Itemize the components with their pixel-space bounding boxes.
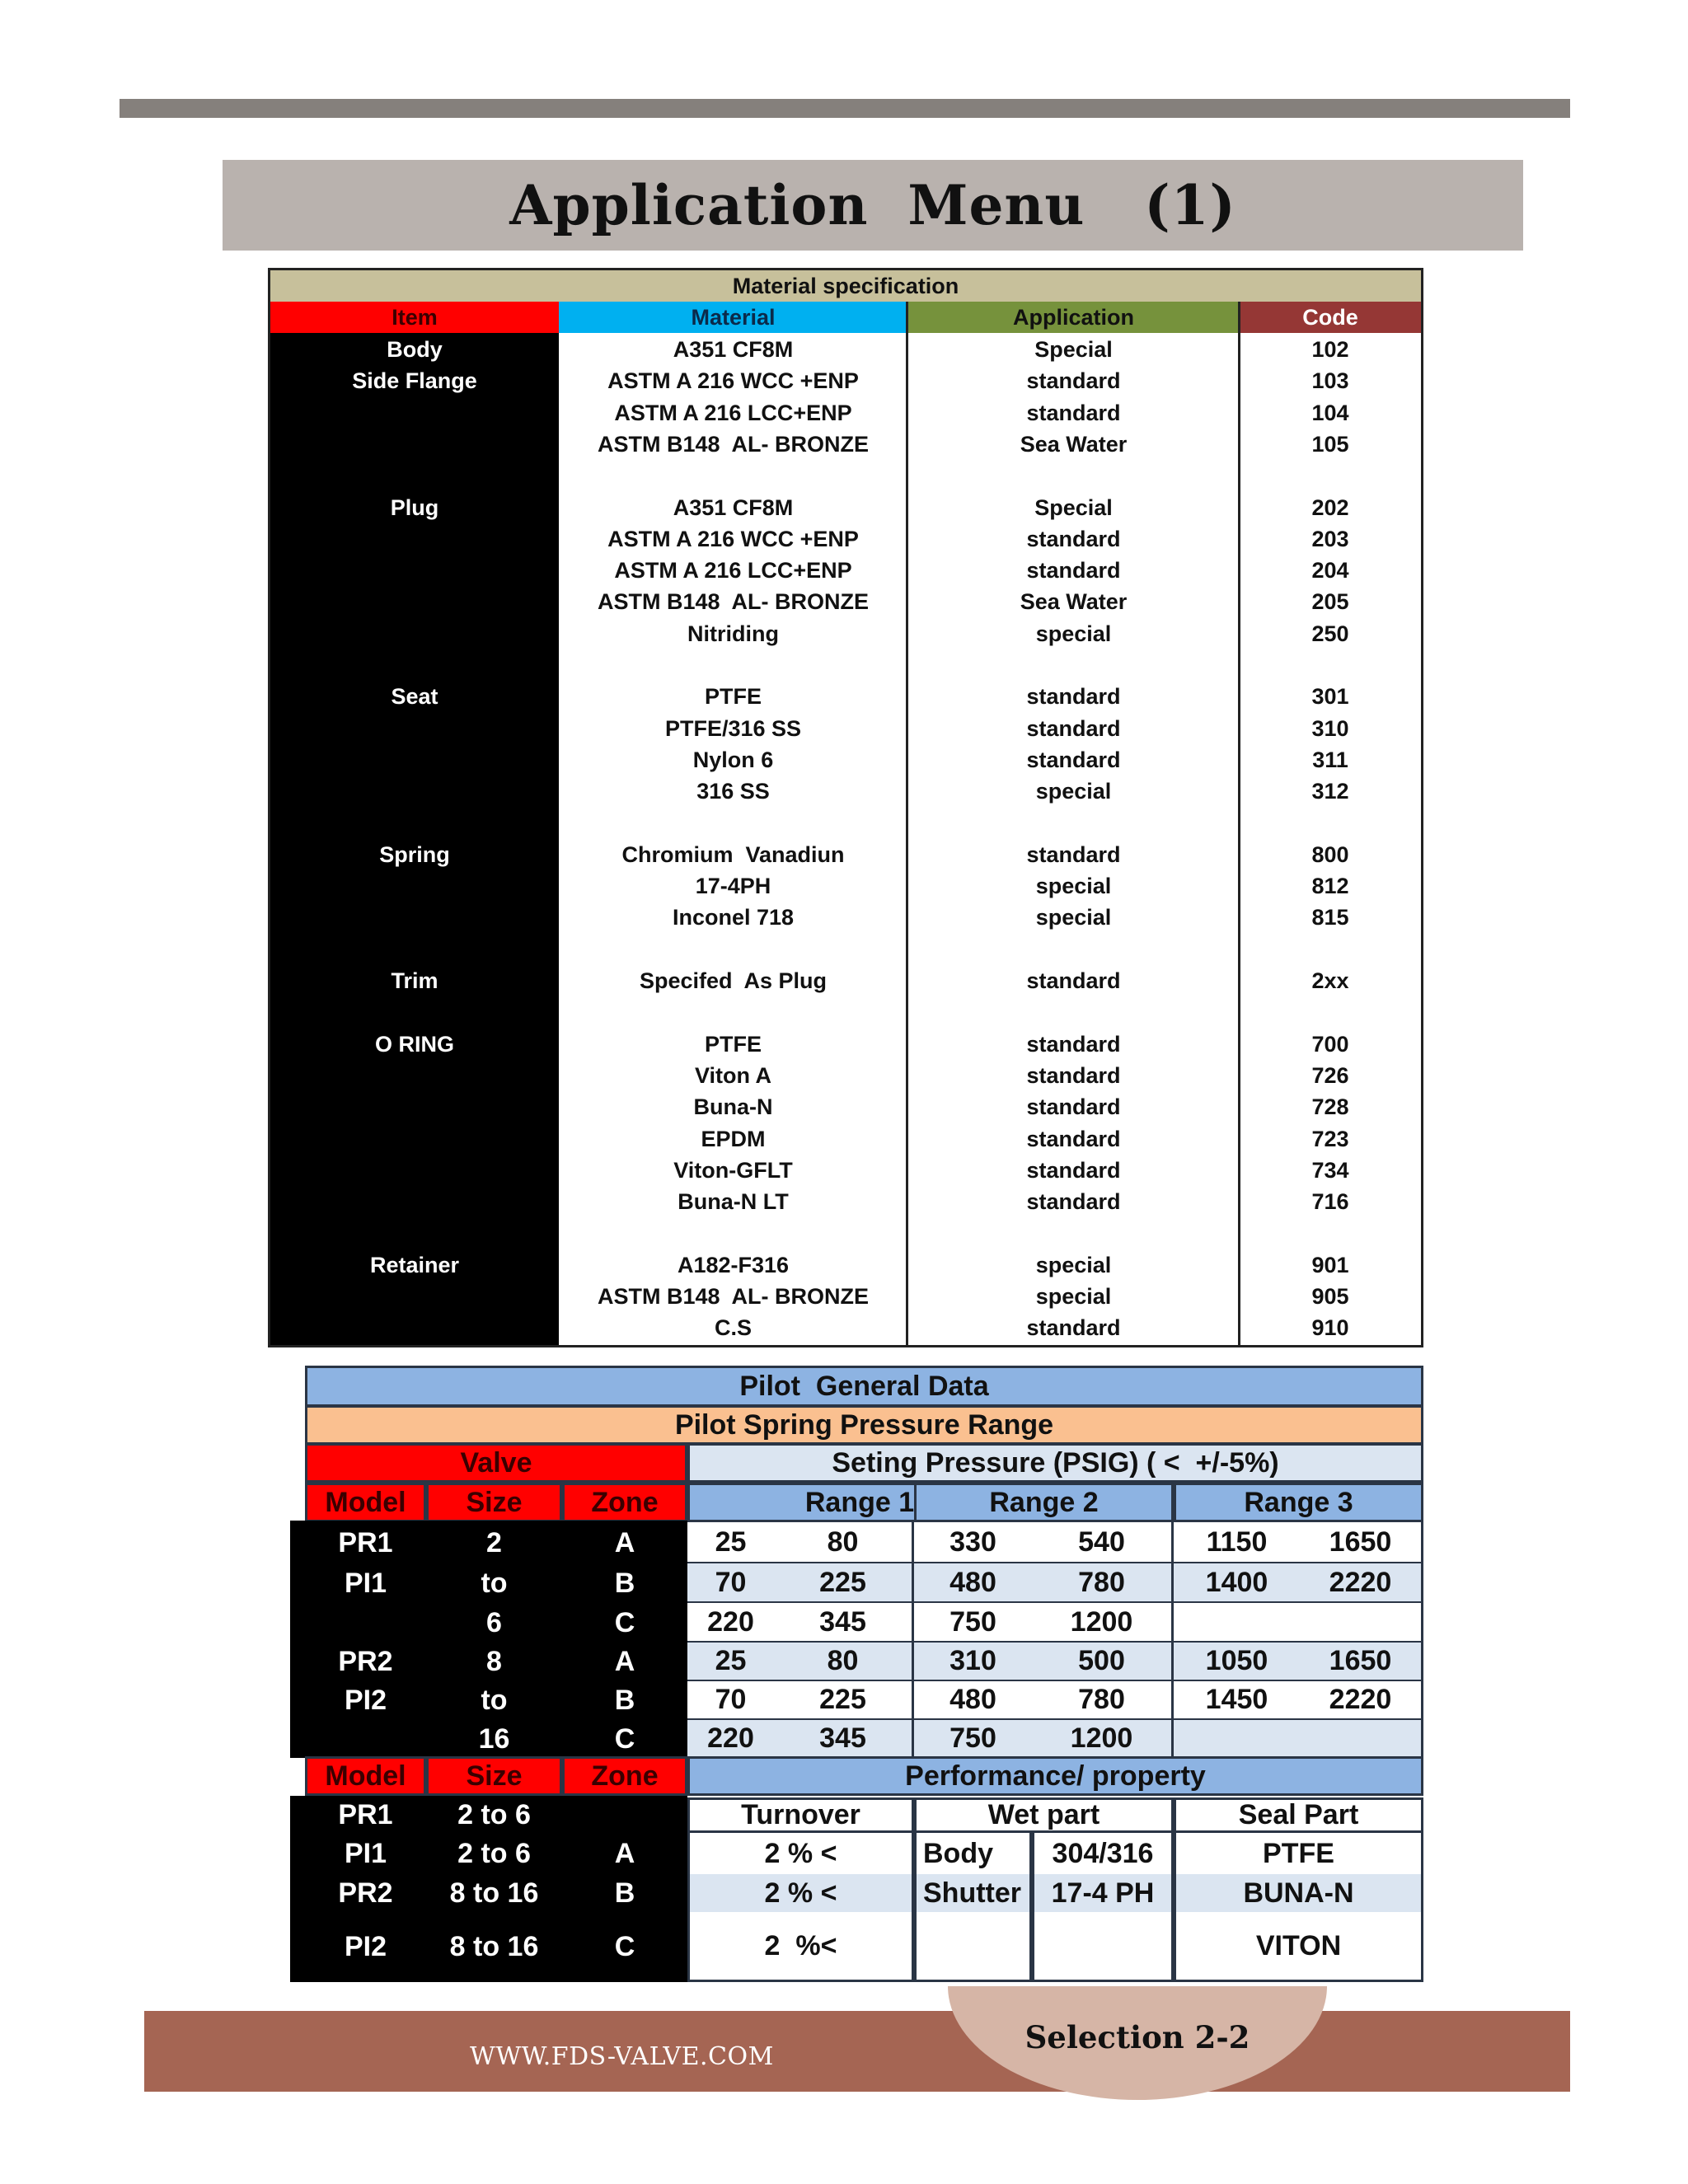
material-row-item xyxy=(270,808,559,839)
material-row-code: 2xx xyxy=(1311,968,1349,993)
pressure-value: 25 xyxy=(687,1522,774,1563)
material-row-code: 104 xyxy=(1311,400,1349,425)
material-row-code xyxy=(1240,808,1421,839)
pressure-row-zone: A xyxy=(614,1526,635,1558)
material-row-item xyxy=(270,902,559,933)
setting-pressure-label: Seting Pressure (PSIG) ( < +/-5%) xyxy=(687,1443,1423,1483)
material-row-code: 815 xyxy=(1311,905,1349,930)
material-row-application xyxy=(907,996,1240,1028)
material-specification-table xyxy=(268,268,1423,1347)
pressure-value: 220 xyxy=(687,1720,774,1758)
material-row-material: Buna-N LT xyxy=(678,1189,789,1215)
header-code: Code xyxy=(1240,302,1421,333)
material-row-application: standard xyxy=(1026,1157,1121,1183)
material-row-material: ASTM B148 AL- BRONZE xyxy=(597,431,870,457)
pressure-row-size: 16 xyxy=(478,1722,510,1755)
material-row-application xyxy=(907,1217,1240,1249)
material-row-item xyxy=(270,744,559,776)
pressure-row-model xyxy=(305,1603,426,1643)
perf-row-model: PI2 xyxy=(344,1931,387,1962)
header-application: Application xyxy=(907,302,1240,333)
material-row-application: special xyxy=(1035,1284,1112,1309)
material-row-material xyxy=(559,808,907,839)
material-row-code xyxy=(1240,934,1421,965)
material-row-material: PTFE xyxy=(704,1031,762,1057)
material-row-code: 250 xyxy=(1311,621,1349,646)
material-row-material: ASTM A 216 LCC+ENP xyxy=(614,558,852,583)
pressure-row-size: 2 xyxy=(486,1526,502,1558)
material-row-item xyxy=(270,649,559,681)
seal-part-value: BUNA-N xyxy=(1174,1874,1423,1912)
material-row-code: 310 xyxy=(1311,715,1349,741)
page-title: Application Menu (1) xyxy=(509,173,1236,237)
material-row-code: 311 xyxy=(1312,747,1348,772)
pressure-row-model xyxy=(305,1720,426,1758)
perf-row-zone: C xyxy=(614,1931,635,1962)
material-row-item xyxy=(270,429,559,460)
material-row-item xyxy=(270,996,559,1028)
material-row-material: ASTM B148 AL- BRONZE xyxy=(597,1284,870,1309)
material-row-item xyxy=(270,1091,559,1122)
top-rule xyxy=(120,99,1570,118)
pressure-row-zone: C xyxy=(614,1606,635,1638)
pressure-value: 345 xyxy=(774,1720,914,1758)
material-row-item xyxy=(270,1281,559,1312)
material-row-material: C.S xyxy=(714,1315,752,1341)
material-row-material: A182-F316 xyxy=(677,1252,790,1277)
perf-row-size: 8 to 16 xyxy=(449,1931,539,1962)
material-row-code: 800 xyxy=(1311,841,1349,867)
material-row-material: ASTM A 216 WCC +ENP xyxy=(607,526,859,551)
material-row-material: Chromium Vanadiun xyxy=(621,841,845,867)
material-row-item: Retainer xyxy=(369,1252,460,1277)
header-zone: Zone xyxy=(562,1756,687,1796)
material-row-material: Nylon 6 xyxy=(692,747,774,772)
material-row-item xyxy=(270,1186,559,1217)
material-row-code xyxy=(1240,460,1421,491)
perf-row-model: PR1 xyxy=(338,1799,393,1830)
pressure-value: 780 xyxy=(1032,1681,1174,1720)
material-row-material xyxy=(559,934,907,965)
material-row-application: Special xyxy=(1034,494,1113,520)
header-model: Model xyxy=(305,1756,426,1796)
material-row-code: 205 xyxy=(1311,589,1349,615)
material-row-material: PTFE xyxy=(704,684,762,710)
pressure-row-size: 8 xyxy=(486,1646,502,1677)
pressure-value: 80 xyxy=(774,1522,914,1563)
material-table-caption: Material specification xyxy=(270,270,1421,302)
material-row-item xyxy=(270,1123,559,1155)
pressure-value: 80 xyxy=(774,1643,914,1681)
valve-label: Valve xyxy=(305,1443,687,1483)
perf-row-zone: A xyxy=(614,1837,635,1869)
pressure-row-model: PI1 xyxy=(344,1567,387,1599)
material-row-application: standard xyxy=(1026,558,1121,583)
material-row-code: 103 xyxy=(1311,368,1349,394)
material-row-application: standard xyxy=(1026,1062,1121,1088)
material-row-code: 723 xyxy=(1311,1126,1349,1151)
header-model: Model xyxy=(305,1483,426,1522)
material-row-material: 316 SS xyxy=(696,779,770,804)
material-row-item xyxy=(270,586,559,617)
perf-row-model: PR2 xyxy=(338,1877,393,1909)
material-row-material: 17-4PH xyxy=(695,874,771,899)
material-row-item xyxy=(270,523,559,555)
material-row-material xyxy=(559,649,907,681)
material-row-code: 905 xyxy=(1311,1284,1349,1309)
material-row-application xyxy=(907,460,1240,491)
turnover-value: 2 % < xyxy=(687,1874,914,1912)
material-row-material: A351 CF8M xyxy=(673,337,794,362)
pressure-row-model: PR2 xyxy=(338,1646,393,1677)
wet-part-material: 17-4 PH xyxy=(1032,1874,1174,1912)
pressure-value: 540 xyxy=(1032,1522,1174,1563)
material-row-item xyxy=(270,1312,559,1343)
perf-row-model: PI1 xyxy=(344,1837,387,1869)
turnover-value: 2 %< xyxy=(687,1912,914,1982)
material-row-application: special xyxy=(1035,1252,1112,1277)
material-row-application: standard xyxy=(1026,841,1121,867)
perf-row-zone xyxy=(562,1797,687,1833)
pressure-value: 225 xyxy=(774,1563,914,1603)
pressure-value xyxy=(1300,1720,1423,1758)
pressure-value: 780 xyxy=(1032,1563,1174,1603)
performance-label: Performance/ property xyxy=(687,1756,1423,1796)
header-zone: Zone xyxy=(562,1483,687,1522)
material-row-item: Trim xyxy=(391,968,438,993)
range-1-header: Range 1 xyxy=(687,1483,1032,1522)
pressure-value: 480 xyxy=(914,1563,1032,1603)
material-row-item xyxy=(270,1217,559,1249)
material-row-item xyxy=(270,397,559,429)
wet-part-name: Body xyxy=(914,1833,1032,1874)
pilot-subtitle: Pilot Spring Pressure Range xyxy=(305,1405,1423,1445)
material-row-material: Viton-GFLT xyxy=(673,1157,793,1183)
pressure-value: 70 xyxy=(687,1681,774,1720)
material-row-material: Viton A xyxy=(695,1062,771,1088)
wet-part-material xyxy=(1032,1912,1174,1982)
material-row-material: ASTM B148 AL- BRONZE xyxy=(597,589,870,615)
material-row-application: special xyxy=(1035,621,1112,646)
pressure-row-size: to xyxy=(481,1685,508,1716)
pressure-value: 345 xyxy=(774,1603,914,1643)
pressure-value: 1450 xyxy=(1174,1681,1300,1720)
seal-part-header: Seal Part xyxy=(1174,1797,1423,1833)
material-row-application: Sea Water xyxy=(1020,589,1128,615)
material-row-item: Seat xyxy=(391,684,438,710)
material-row-item xyxy=(270,934,559,965)
pressure-value: 330 xyxy=(914,1522,1032,1563)
material-row-code xyxy=(1240,996,1421,1028)
material-row-item xyxy=(270,460,559,491)
material-row-application: standard xyxy=(1026,1315,1121,1341)
material-row-application: standard xyxy=(1026,526,1121,551)
material-row-item xyxy=(270,618,559,649)
pressure-value xyxy=(1174,1720,1300,1758)
material-row-item xyxy=(270,776,559,807)
material-row-code: 726 xyxy=(1311,1062,1349,1088)
pressure-value: 310 xyxy=(914,1643,1032,1681)
material-row-item: Spring xyxy=(379,841,450,867)
perf-row-size: 8 to 16 xyxy=(449,1877,539,1909)
material-row-code: 102 xyxy=(1311,337,1349,362)
material-row-item: Body xyxy=(387,337,443,362)
material-row-code: 202 xyxy=(1311,494,1349,520)
pressure-row-model: PI2 xyxy=(344,1685,387,1716)
material-row-material: ASTM A 216 LCC+ENP xyxy=(614,400,852,425)
pressure-row-size: 6 xyxy=(486,1606,502,1638)
material-row-code: 728 xyxy=(1311,1094,1349,1120)
pilot-title: Pilot General Data xyxy=(305,1366,1423,1407)
perf-row-size: 2 to 6 xyxy=(457,1799,531,1830)
material-row-material: Specifed As Plug xyxy=(639,968,828,993)
material-row-application xyxy=(907,934,1240,965)
material-row-application: standard xyxy=(1026,1094,1121,1120)
material-row-item: Side Flange xyxy=(352,368,477,394)
material-row-application xyxy=(907,649,1240,681)
wet-part-name xyxy=(914,1912,1032,1982)
material-row-application: standard xyxy=(1026,968,1121,993)
material-row-application: standard xyxy=(1026,684,1121,710)
header-size: Size xyxy=(426,1483,562,1522)
material-row-application: standard xyxy=(1026,368,1121,394)
material-row-code xyxy=(1240,649,1421,681)
perf-row-zone: B xyxy=(614,1877,635,1909)
pressure-value: 1200 xyxy=(1032,1603,1174,1643)
material-row-code: 312 xyxy=(1311,779,1349,804)
pilot-general-data-table xyxy=(290,1366,1423,1982)
material-row-item: Plug xyxy=(390,494,439,520)
material-row-code: 105 xyxy=(1311,431,1349,457)
footer-url: WWW.FDS-VALVE.COM xyxy=(470,2042,774,2071)
material-row-item xyxy=(270,555,559,586)
pressure-value: 1050 xyxy=(1174,1643,1300,1681)
footer-bar xyxy=(144,2011,1570,2092)
pressure-row-zone: B xyxy=(614,1685,635,1716)
material-row-item xyxy=(270,1060,559,1091)
header-size: Size xyxy=(426,1756,562,1796)
pressure-value xyxy=(1174,1603,1300,1643)
pressure-value: 1650 xyxy=(1300,1643,1423,1681)
material-row-application: standard xyxy=(1026,400,1121,425)
material-row-code: 301 xyxy=(1311,684,1349,710)
pressure-value: 1400 xyxy=(1174,1563,1300,1603)
pressure-value: 750 xyxy=(914,1603,1032,1643)
material-row-code: 910 xyxy=(1311,1315,1349,1341)
material-row-application xyxy=(907,808,1240,839)
seal-part-value: PTFE xyxy=(1174,1833,1423,1874)
pressure-row-zone: A xyxy=(614,1646,635,1677)
material-row-application: standard xyxy=(1026,715,1121,741)
material-row-application: standard xyxy=(1026,1126,1121,1151)
material-row-application: special xyxy=(1035,905,1112,930)
material-row-material: EPDM xyxy=(701,1126,766,1151)
material-row-code: 812 xyxy=(1311,874,1349,899)
perf-row-size: 2 to 6 xyxy=(457,1837,531,1869)
material-row-material: Inconel 718 xyxy=(672,905,795,930)
material-row-item xyxy=(270,713,559,744)
material-row-application: standard xyxy=(1026,1189,1121,1215)
material-row-code: 901 xyxy=(1311,1252,1349,1277)
pressure-value: 70 xyxy=(687,1563,774,1603)
material-row-application: special xyxy=(1035,874,1112,899)
pressure-row-zone: B xyxy=(614,1567,635,1599)
material-row-material xyxy=(559,996,907,1028)
pressure-value: 1650 xyxy=(1300,1522,1423,1563)
pressure-value: 500 xyxy=(1032,1643,1174,1681)
material-row-code xyxy=(1240,1217,1421,1249)
turnover-header: Turnover xyxy=(687,1797,914,1833)
pressure-value: 25 xyxy=(687,1643,774,1681)
pressure-value: 750 xyxy=(914,1720,1032,1758)
section-label: Selection 2-2 xyxy=(1025,2019,1250,2055)
pressure-value xyxy=(1300,1603,1423,1643)
material-row-material: PTFE/316 SS xyxy=(664,715,802,741)
material-row-code: 203 xyxy=(1311,526,1349,551)
pressure-value: 2220 xyxy=(1300,1681,1423,1720)
pressure-value: 1150 xyxy=(1174,1522,1300,1563)
material-row-application: standard xyxy=(1026,1031,1121,1057)
material-row-application: special xyxy=(1035,779,1112,804)
pressure-row-zone: C xyxy=(614,1722,635,1755)
material-row-code: 700 xyxy=(1311,1031,1349,1057)
pressure-row-size: to xyxy=(481,1567,508,1599)
material-row-code: 716 xyxy=(1311,1189,1349,1215)
material-row-application: Sea Water xyxy=(1020,431,1128,457)
material-row-material: A351 CF8M xyxy=(673,494,794,520)
material-row-material xyxy=(559,1217,907,1249)
pressure-value: 1200 xyxy=(1032,1720,1174,1758)
material-row-item xyxy=(270,870,559,902)
material-row-code: 204 xyxy=(1311,558,1349,583)
material-row-item: O RING xyxy=(374,1031,454,1057)
seal-part-value: VITON xyxy=(1174,1912,1423,1982)
wet-part-name: Shutter xyxy=(914,1874,1032,1912)
header-material: Material xyxy=(559,302,907,333)
material-row-material: Buna-N xyxy=(693,1094,773,1120)
pressure-row-model: PR1 xyxy=(338,1526,393,1558)
range-2-header: Range 2 xyxy=(914,1483,1174,1522)
pressure-value: 220 xyxy=(687,1603,774,1643)
pressure-value: 2220 xyxy=(1300,1563,1423,1603)
title-banner xyxy=(223,160,1523,251)
turnover-value: 2 % < xyxy=(687,1833,914,1874)
material-row-application: standard xyxy=(1026,747,1121,772)
material-row-code: 734 xyxy=(1311,1157,1349,1183)
pressure-value: 480 xyxy=(914,1681,1032,1720)
range-3-header: Range 3 xyxy=(1174,1483,1423,1522)
material-row-material: ASTM A 216 WCC +ENP xyxy=(607,368,859,394)
pressure-value: 225 xyxy=(774,1681,914,1720)
wet-part-material: 304/316 xyxy=(1032,1833,1174,1874)
material-row-application: Special xyxy=(1034,337,1113,362)
material-row-material xyxy=(559,460,907,491)
header-item: Item xyxy=(270,302,559,333)
material-row-material: Nitriding xyxy=(687,621,779,646)
wet-part-header: Wet part xyxy=(914,1797,1174,1833)
material-row-item xyxy=(270,1155,559,1186)
